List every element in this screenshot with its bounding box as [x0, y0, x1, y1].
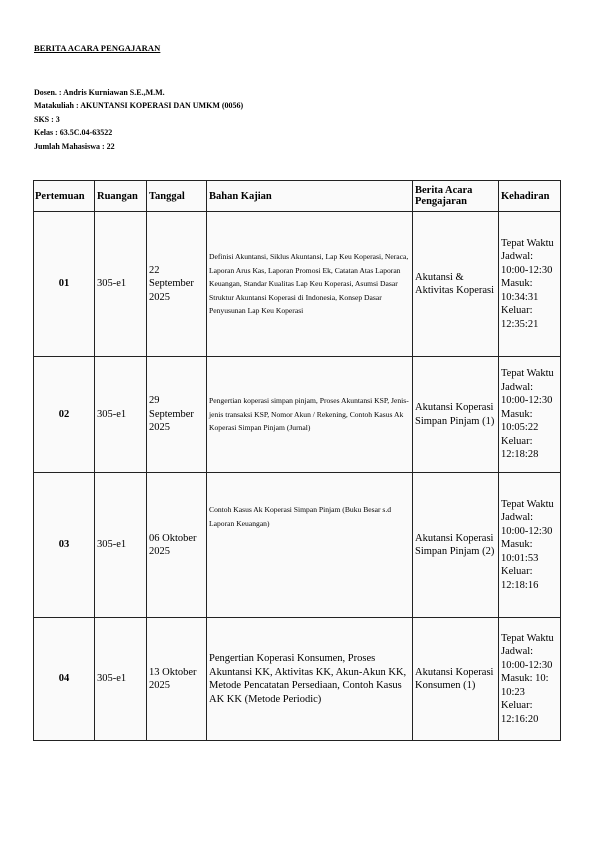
cell-berita-acara: Akutansi Koperasi Simpan Pinjam (1) — [413, 357, 499, 473]
table-header-row — [34, 181, 561, 212]
teaching-report-table — [33, 180, 561, 741]
cell-kehadiran: Tepat Waktu Jadwal: 10:00-12:30 Masuk: 10:34:31 Keluar: 12:35:21 — [499, 212, 561, 357]
header-kehadiran: Kehadiran — [499, 181, 561, 212]
student-count-line: Jumlah Mahasiswa : 22 — [34, 141, 115, 151]
cell-berita-acara: Akutansi & Aktivitas Koperasi — [413, 212, 499, 357]
table-row — [34, 212, 561, 357]
cell-tanggal: 06 Oktober 2025 — [147, 473, 207, 618]
cell-bahan-kajian: Contoh Kasus Ak Koperasi Simpan Pinjam (Buku Besar s.d Laporan Keuangan) — [207, 473, 413, 618]
header-bahan-kajian: Bahan Kajian — [207, 181, 413, 212]
cell-pertemuan: 02 — [34, 357, 95, 473]
document-title: BERITA ACARA PENGAJARAN — [34, 43, 161, 53]
cell-pertemuan: 01 — [34, 212, 95, 357]
cell-bahan-kajian: Pengertian koperasi simpan pinjam, Proses Akuntansi KSP, Jenis-jenis transaksi KSP, Nomor Akun / Rekening, Contoh Kasus Ak Koperasi Simpan Pinjam (Jurnal) — [207, 357, 413, 473]
class-line: Kelas : 63.5C.04-63522 — [34, 128, 113, 138]
cell-pertemuan: 03 — [34, 473, 95, 618]
table-row — [34, 357, 561, 473]
cell-kehadiran: Tepat Waktu Jadwal: 10:00-12:30 Masuk: 10:01:53 Keluar: 12:18:16 — [499, 473, 561, 618]
table-row — [34, 473, 561, 618]
cell-bahan-kajian: Pengertian Koperasi Konsumen, Proses Akuntansi KK, Aktivitas KK, Akun-Akun KK, Metode Pencatatan Persediaan, Contoh Kasus AK KK (Metode Periodic) — [207, 618, 413, 741]
cell-ruangan: 305-e1 — [95, 473, 147, 618]
header-ruangan: Ruangan — [95, 181, 147, 212]
cell-tanggal: 13 Oktober 2025 — [147, 618, 207, 741]
cell-ruangan: 305-e1 — [95, 357, 147, 473]
header-tanggal: Tanggal — [147, 181, 207, 212]
cell-berita-acara: Akutansi Koperasi Konsumen (1) — [413, 618, 499, 741]
cell-ruangan: 305-e1 — [95, 212, 147, 357]
lecturer-line: Dosen. : Andris Kurniawan S.E.,M.M. — [34, 88, 165, 97]
header-berita-acara: Berita Acara Pengajaran — [413, 181, 499, 212]
cell-kehadiran: Tepat Waktu Jadwal: 10:00-12:30 Masuk: 10:05:22 Keluar: 12:18:28 — [499, 357, 561, 473]
cell-tanggal: 22 September 2025 — [147, 212, 207, 357]
cell-bahan-kajian: Definisi Akuntansi, Siklus Akuntansi, Lap Keu Koperasi, Neraca, Laporan Arus Kas, Laporan Promosi Ek, Catatan Atas Laporan Keuangan, Standar Kualitas Lap Keu Koperasi, Asumsi Dasar Struktur Akuntansi Koperasi di Indonesia, Konsep Dasar Penyusunan Lap Keu Koperasi — [207, 212, 413, 357]
credits-line: SKS : 3 — [34, 114, 60, 124]
cell-pertemuan: 04 — [34, 618, 95, 741]
cell-kehadiran: Tepat Waktu Jadwal: 10:00-12:30 Masuk: 10: 10:23 Keluar: 12:16:20 — [499, 618, 561, 741]
course-line: Matakuliah : AKUNTANSI KOPERASI DAN UMKM (0056) — [34, 101, 244, 111]
header-pertemuan: Pertemuan — [34, 181, 95, 212]
table-row — [34, 618, 561, 741]
cell-berita-acara: Akutansi Koperasi Simpan Pinjam (2) — [413, 473, 499, 618]
course-info — [34, 86, 243, 153]
cell-ruangan: 305-e1 — [95, 618, 147, 741]
cell-tanggal: 29 September 2025 — [147, 357, 207, 473]
